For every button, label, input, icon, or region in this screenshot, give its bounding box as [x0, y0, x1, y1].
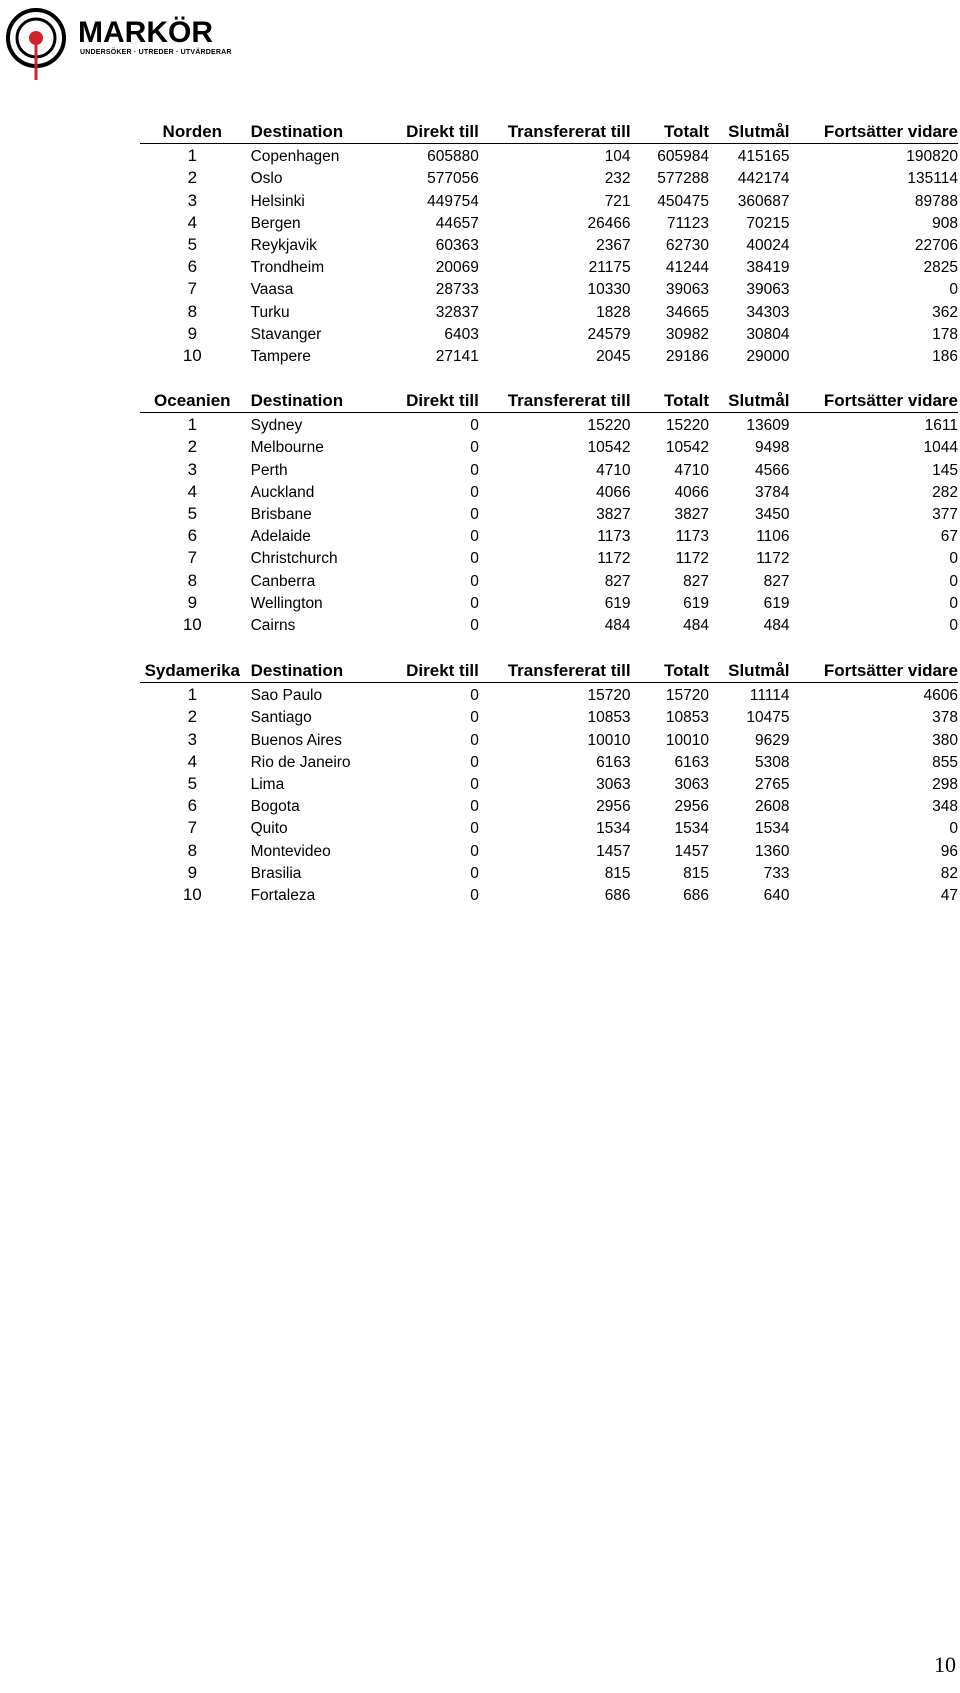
cell-destination: Santiago — [250, 709, 312, 727]
table-body — [140, 413, 958, 635]
cell-fortsatter-vidare: 82 — [940, 864, 958, 882]
cell-direkt-till: 0 — [470, 864, 479, 882]
cell-fortsatter-vidare: 0 — [949, 594, 958, 612]
table-row — [140, 568, 958, 590]
cell-transfererat-till: 4066 — [596, 483, 631, 501]
table-row — [140, 772, 958, 794]
cell-totalt: 71123 — [667, 214, 709, 232]
table-row — [140, 299, 958, 321]
cell-direkt-till: 449754 — [427, 192, 479, 210]
table-row — [140, 546, 958, 568]
table-row — [140, 233, 958, 255]
cell-fortsatter-vidare: 908 — [932, 214, 958, 232]
cell-transfererat-till: 815 — [604, 864, 631, 882]
cell-rank: 2 — [187, 437, 198, 457]
cell-totalt: 10542 — [665, 439, 709, 457]
markor-logo — [4, 4, 232, 82]
cell-destination: Brisbane — [250, 505, 312, 523]
cell-destination: Cairns — [250, 616, 296, 634]
table-row — [140, 591, 958, 613]
cell-rank: 2 — [187, 707, 198, 727]
column-header-destination: Destination — [245, 657, 389, 683]
cell-destination: Buenos Aires — [250, 731, 342, 749]
cell-direkt-till: 0 — [470, 709, 479, 727]
cell-destination: Christchurch — [250, 550, 338, 568]
cell-direkt-till: 44657 — [435, 214, 479, 232]
cell-direkt-till: 0 — [470, 461, 479, 479]
cell-fortsatter-vidare: 0 — [949, 820, 958, 838]
logo-tagline: UNDERSÖKER · UTREDER · UTVÄRDERAR — [80, 49, 232, 56]
table-row — [140, 457, 958, 479]
cell-destination: Bogota — [250, 798, 300, 816]
cell-slutmal: 34303 — [746, 303, 790, 321]
cell-slutmal: 39063 — [746, 281, 790, 299]
cell-destination: Sydney — [250, 417, 303, 435]
cell-fortsatter-vidare: 145 — [932, 461, 958, 479]
cell-totalt: 6163 — [674, 753, 709, 771]
cell-rank: 6 — [187, 796, 198, 816]
cell-transfererat-till: 10542 — [587, 439, 631, 457]
cell-totalt: 1173 — [675, 528, 709, 546]
cell-direkt-till: 0 — [470, 528, 479, 546]
section-norden — [140, 118, 958, 366]
cell-transfererat-till: 484 — [604, 616, 631, 634]
cell-rank: 5 — [187, 503, 198, 523]
table-row — [140, 816, 958, 838]
cell-rank: 5 — [187, 234, 198, 254]
cell-direkt-till: 27141 — [435, 347, 479, 365]
cell-fortsatter-vidare: 96 — [940, 842, 958, 860]
cell-transfererat-till: 2367 — [596, 236, 631, 254]
cell-slutmal: 619 — [763, 594, 790, 612]
cell-totalt: 605984 — [657, 148, 709, 166]
section-sydamerika — [140, 657, 958, 905]
table-row — [140, 705, 958, 727]
cell-transfererat-till: 21175 — [588, 259, 631, 277]
cell-direkt-till: 0 — [470, 572, 479, 590]
cell-destination: Rio de Janeiro — [250, 753, 351, 771]
table-row — [140, 322, 958, 344]
cell-direkt-till: 0 — [470, 820, 479, 838]
cell-slutmal: 29000 — [746, 347, 790, 365]
cell-transfererat-till: 2956 — [596, 798, 631, 816]
cell-destination: Lima — [250, 775, 285, 793]
cell-fortsatter-vidare: 178 — [932, 325, 958, 343]
cell-transfererat-till: 104 — [604, 148, 631, 166]
cell-fortsatter-vidare: 378 — [932, 709, 958, 727]
cell-transfererat-till: 686 — [604, 886, 631, 904]
cell-transfererat-till: 619 — [604, 594, 631, 612]
cell-destination: Melbourne — [250, 439, 324, 457]
cell-transfererat-till: 15720 — [587, 687, 631, 705]
cell-totalt: 484 — [683, 616, 709, 634]
cell-rank: 4 — [187, 751, 198, 771]
cell-slutmal: 484 — [763, 616, 790, 634]
table-body — [140, 683, 958, 905]
column-header-fortsatter-vidare: Fortsätter vidare — [790, 387, 958, 413]
table-row — [140, 188, 958, 210]
cell-fortsatter-vidare: 89788 — [914, 192, 958, 210]
cell-totalt: 1457 — [674, 842, 709, 860]
cell-destination: Helsinki — [250, 192, 305, 210]
cell-slutmal: 1172 — [756, 550, 790, 568]
cell-rank: 10 — [182, 345, 202, 365]
cell-totalt: 1172 — [675, 550, 709, 568]
cell-direkt-till: 0 — [470, 594, 479, 612]
cell-slutmal: 9498 — [755, 439, 790, 457]
cell-direkt-till: 28733 — [435, 281, 479, 299]
cell-transfererat-till: 827 — [604, 572, 631, 590]
table-row — [140, 211, 958, 233]
cell-transfererat-till: 10330 — [587, 281, 631, 299]
cell-fortsatter-vidare: 0 — [949, 616, 958, 634]
cell-destination: Turku — [250, 303, 290, 321]
page-number: 10 — [934, 1652, 956, 1677]
cell-transfererat-till: 232 — [604, 170, 631, 188]
cell-direkt-till: 0 — [470, 731, 479, 749]
cell-slutmal: 3450 — [755, 505, 790, 523]
cell-destination: Tampere — [250, 347, 311, 365]
column-header-totalt: Totalt — [631, 387, 709, 413]
cell-totalt: 62730 — [665, 236, 709, 254]
cell-direkt-till: 0 — [470, 417, 479, 435]
table-row — [140, 727, 958, 749]
column-header-totalt: Totalt — [631, 657, 709, 683]
column-header-direkt-till: Direkt till — [389, 387, 479, 413]
cell-rank: 8 — [187, 840, 198, 860]
cell-rank: 10 — [182, 614, 202, 634]
cell-direkt-till: 0 — [470, 687, 479, 705]
cell-slutmal: 70215 — [746, 214, 790, 232]
cell-transfererat-till: 26466 — [587, 214, 631, 232]
cell-direkt-till: 6403 — [444, 325, 479, 343]
cell-rank: 6 — [187, 526, 198, 546]
table-row — [140, 861, 958, 883]
cell-slutmal: 3784 — [755, 483, 790, 501]
cell-slutmal: 640 — [763, 886, 790, 904]
cell-slutmal: 1360 — [755, 842, 790, 860]
table-row — [140, 144, 958, 167]
table-row — [140, 413, 958, 436]
cell-fortsatter-vidare: 67 — [940, 528, 958, 546]
cell-rank: 9 — [187, 323, 198, 343]
cell-rank: 4 — [187, 212, 198, 232]
cell-fortsatter-vidare: 298 — [932, 775, 958, 793]
cell-fortsatter-vidare: 348 — [932, 798, 958, 816]
column-header-slutmal: Slutmål — [709, 387, 790, 413]
cell-fortsatter-vidare: 377 — [932, 505, 958, 523]
cell-destination: Fortaleza — [250, 886, 316, 904]
column-header-transfererat-till: Transfererat till — [479, 118, 631, 144]
cell-totalt: 1534 — [674, 820, 709, 838]
cell-slutmal: 11114 — [749, 687, 790, 705]
cell-totalt: 15720 — [665, 687, 709, 705]
header-row — [140, 118, 958, 144]
cell-slutmal: 40024 — [746, 236, 790, 254]
cell-fortsatter-vidare: 0 — [949, 281, 958, 299]
cell-rank: 1 — [187, 146, 198, 166]
logo-name: MARKÖR — [78, 16, 213, 49]
table-row — [140, 277, 958, 299]
cell-fortsatter-vidare: 855 — [932, 753, 958, 771]
table-row — [140, 255, 958, 277]
cell-slutmal: 13609 — [746, 417, 790, 435]
cell-rank: 3 — [187, 459, 198, 479]
cell-totalt: 619 — [683, 594, 709, 612]
cell-slutmal: 2608 — [755, 798, 790, 816]
column-header-fortsatter-vidare: Fortsätter vidare — [790, 118, 958, 144]
header-row — [140, 387, 958, 413]
cell-rank: 2 — [187, 168, 198, 188]
table-row — [140, 683, 958, 706]
cell-fortsatter-vidare: 190820 — [906, 148, 958, 166]
cell-totalt: 41244 — [665, 259, 709, 277]
table-row — [140, 794, 958, 816]
cell-direkt-till: 605880 — [427, 148, 479, 166]
cell-fortsatter-vidare: 1611 — [924, 417, 958, 435]
cell-rank: 1 — [187, 415, 198, 435]
cell-rank: 7 — [187, 818, 198, 838]
cell-destination: Perth — [250, 461, 288, 479]
cell-fortsatter-vidare: 135114 — [907, 170, 958, 188]
cell-destination: Reykjavik — [250, 236, 317, 254]
cell-slutmal: 10475 — [746, 709, 790, 727]
cell-direkt-till: 577056 — [427, 170, 479, 188]
column-header-slutmal: Slutmål — [709, 118, 790, 144]
column-header-transfererat-till: Transfererat till — [479, 387, 631, 413]
column-header-destination: Destination — [245, 118, 389, 144]
cell-transfererat-till: 24579 — [587, 325, 631, 343]
cell-destination: Quito — [250, 820, 288, 838]
cell-fortsatter-vidare: 0 — [949, 572, 958, 590]
cell-destination: Trondheim — [250, 259, 325, 277]
cell-transfererat-till: 10853 — [587, 709, 631, 727]
cell-totalt: 450475 — [657, 192, 709, 210]
column-header-totalt: Totalt — [631, 118, 709, 144]
cell-totalt: 2956 — [674, 798, 709, 816]
cell-slutmal: 1534 — [755, 820, 790, 838]
table-row — [140, 435, 958, 457]
cell-totalt: 3827 — [674, 505, 709, 523]
cell-slutmal: 38419 — [746, 259, 790, 277]
cell-destination: Oslo — [250, 170, 283, 188]
table-row — [140, 502, 958, 524]
cell-fortsatter-vidare: 22706 — [914, 236, 958, 254]
table-row — [140, 480, 958, 502]
cell-destination: Stavanger — [250, 325, 322, 343]
column-header-region: Sydamerika — [140, 657, 245, 683]
cell-fortsatter-vidare: 186 — [932, 347, 958, 365]
cell-destination: Sao Paulo — [250, 687, 323, 705]
cell-direkt-till: 0 — [470, 842, 479, 860]
table-body — [140, 144, 958, 366]
table-row — [140, 883, 958, 905]
section-oceanien — [140, 387, 958, 635]
cell-direkt-till: 20069 — [435, 259, 479, 277]
cell-slutmal: 733 — [763, 864, 790, 882]
cell-totalt: 30982 — [665, 325, 709, 343]
table-row — [140, 838, 958, 860]
column-header-direkt-till: Direkt till — [389, 118, 479, 144]
cell-destination: Canberra — [250, 572, 316, 590]
cell-destination: Copenhagen — [250, 148, 340, 166]
cell-slutmal: 4566 — [755, 461, 790, 479]
cell-totalt: 815 — [683, 864, 709, 882]
column-header-region: Norden — [140, 118, 245, 144]
cell-transfererat-till: 3063 — [596, 775, 631, 793]
cell-transfererat-till: 1457 — [596, 842, 631, 860]
cell-totalt: 10010 — [665, 731, 709, 749]
cell-rank: 10 — [182, 884, 202, 904]
cell-direkt-till: 0 — [470, 616, 479, 634]
cell-fortsatter-vidare: 47 — [940, 886, 958, 904]
cell-totalt: 577288 — [657, 170, 709, 188]
cell-direkt-till: 32837 — [435, 303, 479, 321]
cell-totalt: 4066 — [674, 483, 709, 501]
cell-rank: 9 — [187, 862, 198, 882]
cell-transfererat-till: 1828 — [596, 303, 631, 321]
cell-destination: Bergen — [250, 214, 301, 232]
cell-rank: 3 — [187, 729, 198, 749]
cell-transfererat-till: 15220 — [587, 417, 631, 435]
cell-totalt: 827 — [683, 572, 709, 590]
cell-direkt-till: 0 — [470, 886, 479, 904]
cell-transfererat-till: 721 — [604, 192, 631, 210]
cell-slutmal: 1106 — [756, 528, 790, 546]
cell-rank: 5 — [187, 773, 198, 793]
cell-direkt-till: 0 — [470, 505, 479, 523]
cell-rank: 1 — [187, 685, 198, 705]
cell-totalt: 686 — [683, 886, 709, 904]
cell-transfererat-till: 10010 — [587, 731, 631, 749]
cell-totalt: 29186 — [665, 347, 709, 365]
cell-rank: 6 — [187, 257, 198, 277]
cell-fortsatter-vidare: 282 — [932, 483, 958, 501]
table-oceanien — [140, 387, 958, 635]
cell-rank: 7 — [187, 279, 198, 299]
cell-fortsatter-vidare: 380 — [932, 731, 958, 749]
cell-fortsatter-vidare: 0 — [949, 550, 958, 568]
column-header-slutmal: Slutmål — [709, 657, 790, 683]
table-row — [140, 344, 958, 366]
column-header-transfererat-till: Transfererat till — [479, 657, 631, 683]
cell-slutmal: 9629 — [755, 731, 790, 749]
table-row — [140, 524, 958, 546]
table-sydamerika — [140, 657, 958, 905]
cell-totalt: 15220 — [665, 417, 709, 435]
cell-slutmal: 442174 — [737, 170, 790, 188]
cell-rank: 3 — [187, 190, 198, 210]
cell-totalt: 34665 — [665, 303, 709, 321]
cell-transfererat-till: 3827 — [596, 505, 631, 523]
cell-direkt-till: 0 — [470, 550, 479, 568]
table-norden — [140, 118, 958, 366]
cell-direkt-till: 60363 — [435, 236, 479, 254]
column-header-destination: Destination — [245, 387, 389, 413]
cell-rank: 9 — [187, 592, 198, 612]
cell-rank: 8 — [187, 301, 198, 321]
cell-transfererat-till: 6163 — [596, 753, 631, 771]
cell-direkt-till: 0 — [470, 798, 479, 816]
cell-rank: 4 — [187, 481, 198, 501]
table-row — [140, 166, 958, 188]
cell-destination: Adelaide — [250, 528, 311, 546]
column-header-direkt-till: Direkt till — [389, 657, 479, 683]
cell-slutmal: 415165 — [737, 148, 790, 166]
cell-totalt: 4710 — [674, 461, 709, 479]
cell-slutmal: 360687 — [737, 192, 790, 210]
cell-slutmal: 2765 — [755, 775, 790, 793]
cell-fortsatter-vidare: 362 — [932, 303, 958, 321]
cell-slutmal: 30804 — [746, 325, 790, 343]
cell-totalt: 10853 — [665, 709, 709, 727]
cell-direkt-till: 0 — [470, 775, 479, 793]
cell-destination: Wellington — [250, 594, 323, 612]
cell-rank: 8 — [187, 570, 198, 590]
cell-direkt-till: 0 — [470, 483, 479, 501]
cell-slutmal: 827 — [763, 572, 790, 590]
cell-totalt: 39063 — [665, 281, 709, 299]
cell-destination: Vaasa — [250, 281, 294, 299]
cell-slutmal: 5308 — [755, 753, 790, 771]
cell-destination: Brasilia — [250, 864, 302, 882]
column-header-region: Oceanien — [140, 387, 245, 413]
cell-transfererat-till: 1173 — [597, 528, 631, 546]
cell-transfererat-till: 4710 — [596, 461, 631, 479]
cell-transfererat-till: 1172 — [597, 550, 631, 568]
column-header-fortsatter-vidare: Fortsätter vidare — [790, 657, 958, 683]
cell-transfererat-till: 1534 — [596, 820, 631, 838]
header-row — [140, 657, 958, 683]
cell-direkt-till: 0 — [470, 439, 479, 457]
cell-rank: 7 — [187, 548, 198, 568]
cell-fortsatter-vidare: 4606 — [923, 687, 958, 705]
cell-destination: Auckland — [250, 483, 315, 501]
cell-direkt-till: 0 — [470, 753, 479, 771]
cell-transfererat-till: 2045 — [596, 347, 631, 365]
table-row — [140, 613, 958, 635]
target-pin-icon — [4, 4, 76, 82]
table-row — [140, 750, 958, 772]
cell-destination: Montevideo — [250, 842, 331, 860]
cell-totalt: 3063 — [674, 775, 709, 793]
cell-fortsatter-vidare: 2825 — [923, 259, 958, 277]
cell-fortsatter-vidare: 1044 — [923, 439, 958, 457]
